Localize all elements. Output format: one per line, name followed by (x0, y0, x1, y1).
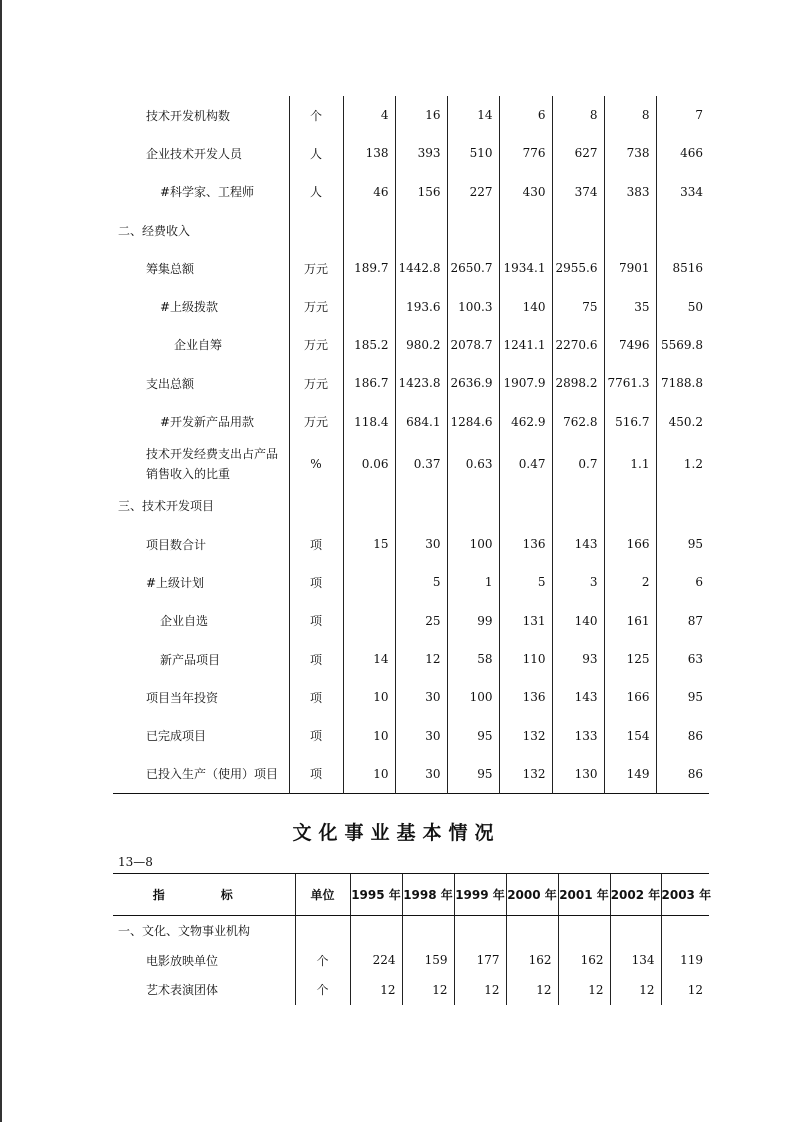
cell-value: 1 (447, 563, 499, 601)
cell-value (604, 487, 656, 525)
header-year: 1999 年 (454, 874, 506, 916)
row-unit: 项 (289, 602, 343, 640)
cell-value: 516.7 (604, 402, 656, 440)
cell-value: 1284.6 (447, 402, 499, 440)
section-title: 文化事业基本情况 (292, 822, 501, 844)
cell-value (506, 916, 558, 946)
cell-value: 162 (506, 946, 558, 976)
row-unit: 项 (289, 563, 343, 601)
cell-value (552, 211, 604, 249)
cell-value: 0.06 (343, 441, 395, 487)
cell-value (558, 916, 610, 946)
row-unit: 项 (289, 525, 343, 563)
cell-value: 12 (454, 975, 506, 1005)
cell-value: 133 (552, 716, 604, 754)
cell-value: 10 (343, 755, 395, 794)
cell-value: 462.9 (499, 402, 552, 440)
row-unit: 万元 (289, 326, 343, 364)
cell-value: 86 (656, 716, 709, 754)
row-label: 已完成项目 (146, 729, 207, 744)
cell-value: 5 (499, 563, 552, 601)
cell-value: 6 (656, 563, 709, 601)
cell-value: 2 (604, 563, 656, 601)
row-label: 企业技术开发人员 (146, 146, 243, 161)
cell-value: 149 (604, 755, 656, 794)
cell-value (656, 487, 709, 525)
cell-value: 8 (604, 96, 656, 134)
cell-value: 35 (604, 287, 656, 325)
cell-value: 118.4 (343, 402, 395, 440)
cell-value: 30 (395, 525, 447, 563)
header-indicator: 指 标 (113, 874, 295, 916)
cell-value: 1442.8 (395, 249, 447, 287)
cell-value: 2955.6 (552, 249, 604, 287)
table-row (113, 134, 709, 172)
cell-value: 8 (552, 96, 604, 134)
cell-value: 154 (604, 716, 656, 754)
cell-value: 136 (499, 678, 552, 716)
cell-value: 393 (395, 134, 447, 172)
tech-development-table (113, 96, 709, 794)
table-row (113, 249, 709, 287)
cell-value (661, 916, 709, 946)
header-row (113, 874, 709, 916)
cell-value: 140 (499, 287, 552, 325)
cell-value: 63 (656, 640, 709, 678)
cell-value: 2898.2 (552, 364, 604, 402)
cell-value: 30 (395, 755, 447, 794)
cell-value: 156 (395, 173, 447, 211)
cell-value: 100 (447, 678, 499, 716)
cell-value: 131 (499, 602, 552, 640)
cell-value: 12 (350, 975, 402, 1005)
cell-value (350, 916, 402, 946)
header-year: 2001 年 (558, 874, 610, 916)
row-unit (289, 487, 343, 525)
cell-value: 86 (656, 755, 709, 794)
row-unit: % (289, 441, 343, 487)
cell-value: 10 (343, 716, 395, 754)
table-row (113, 402, 709, 440)
header-year: 2002 年 (610, 874, 661, 916)
cell-value: 4 (343, 96, 395, 134)
cell-value: 75 (552, 287, 604, 325)
table-row (113, 173, 709, 211)
cell-value: 1.1 (604, 441, 656, 487)
table-row (113, 678, 709, 716)
cell-value (343, 602, 395, 640)
cell-value: 224 (350, 946, 402, 976)
cell-value: 684.1 (395, 402, 447, 440)
cell-value: 6 (499, 96, 552, 134)
page-edge (0, 0, 2, 1122)
row-label: #上级拨款 (160, 300, 219, 315)
cell-value: 7188.8 (656, 364, 709, 402)
cell-value: 166 (604, 525, 656, 563)
cell-value: 95 (656, 525, 709, 563)
cell-value: 1.2 (656, 441, 709, 487)
row-label: 项目当年投资 (146, 690, 219, 705)
row-unit: 人 (289, 173, 343, 211)
cell-value: 1241.1 (499, 326, 552, 364)
cell-value: 132 (499, 755, 552, 794)
cell-value: 58 (447, 640, 499, 678)
row-label: #上级计划 (146, 575, 205, 590)
table-row (113, 326, 709, 364)
cell-value: 12 (402, 975, 454, 1005)
header-year: 1995 年 (350, 874, 402, 916)
cell-value: 466 (656, 134, 709, 172)
cell-value: 177 (454, 946, 506, 976)
table-number: 13—8 (118, 855, 153, 869)
cell-value: 12 (661, 975, 709, 1005)
cell-value: 5569.8 (656, 326, 709, 364)
cell-value: 0.7 (552, 441, 604, 487)
cell-value: 93 (552, 640, 604, 678)
cell-value: 980.2 (395, 326, 447, 364)
cell-value (656, 211, 709, 249)
cell-value: 189.7 (343, 249, 395, 287)
cell-value: 119 (661, 946, 709, 976)
cell-value: 140 (552, 602, 604, 640)
table-row (113, 287, 709, 325)
cell-value: 162 (558, 946, 610, 976)
table-row (113, 916, 709, 946)
table-row (113, 640, 709, 678)
row-label: 电影放映单位 (146, 953, 219, 968)
cell-value: 100.3 (447, 287, 499, 325)
row-label: 三、技术开发项目 (118, 499, 215, 514)
row-label: 筹集总额 (146, 261, 195, 276)
table-row (113, 563, 709, 601)
cell-value: 125 (604, 640, 656, 678)
cell-value: 14 (343, 640, 395, 678)
culture-table (113, 873, 712, 1005)
cell-value: 12 (395, 640, 447, 678)
cell-value: 2636.9 (447, 364, 499, 402)
cell-value: 134 (610, 946, 661, 976)
row-label: 艺术表演团体 (146, 983, 219, 998)
row-label: 技术开发机构数 (146, 108, 231, 123)
row-unit: 个 (295, 946, 350, 976)
table-row (113, 364, 709, 402)
cell-value: 776 (499, 134, 552, 172)
cell-value: 87 (656, 602, 709, 640)
cell-value (499, 211, 552, 249)
row-label: 企业自选 (160, 614, 209, 629)
cell-value (552, 487, 604, 525)
row-unit: 个 (289, 96, 343, 134)
row-unit: 万元 (289, 402, 343, 440)
row-unit: 万元 (289, 287, 343, 325)
cell-value: 30 (395, 716, 447, 754)
header-year: 1998 年 (402, 874, 454, 916)
cell-value: 0.63 (447, 441, 499, 487)
row-unit: 项 (289, 716, 343, 754)
row-label: 已投入生产（使用）项目 (146, 767, 279, 782)
cell-value: 130 (552, 755, 604, 794)
row-label: 技术开发经费支出占产品销售收入的比重 (146, 446, 279, 481)
row-label: 支出总额 (146, 376, 195, 391)
row-label: 二、经费收入 (118, 223, 191, 238)
cell-value: 2078.7 (447, 326, 499, 364)
cell-value: 7901 (604, 249, 656, 287)
cell-value (454, 916, 506, 946)
cell-value: 3 (552, 563, 604, 601)
table-row (113, 441, 709, 487)
cell-value: 0.47 (499, 441, 552, 487)
row-unit (289, 211, 343, 249)
row-unit: 万元 (289, 364, 343, 402)
cell-value: 8516 (656, 249, 709, 287)
row-unit: 个 (295, 975, 350, 1005)
cell-value: 143 (552, 525, 604, 563)
cell-value: 95 (447, 716, 499, 754)
row-label: 一、文化、文物事业机构 (118, 924, 251, 939)
cell-value: 159 (402, 946, 454, 976)
cell-value (447, 211, 499, 249)
cell-value: 5 (395, 563, 447, 601)
cell-value: 0.37 (395, 441, 447, 487)
cell-value: 110 (499, 640, 552, 678)
cell-value: 430 (499, 173, 552, 211)
cell-value: 738 (604, 134, 656, 172)
cell-value: 185.2 (343, 326, 395, 364)
cell-value (604, 211, 656, 249)
cell-value: 7 (656, 96, 709, 134)
cell-value (343, 287, 395, 325)
cell-value: 7761.3 (604, 364, 656, 402)
cell-value: 1423.8 (395, 364, 447, 402)
cell-value: 50 (656, 287, 709, 325)
cell-value: 12 (610, 975, 661, 1005)
cell-value: 7496 (604, 326, 656, 364)
cell-value: 136 (499, 525, 552, 563)
table-row (113, 755, 709, 794)
cell-value: 25 (395, 602, 447, 640)
table-row (113, 211, 709, 249)
table-row (113, 96, 709, 134)
cell-value: 95 (656, 678, 709, 716)
cell-value: 15 (343, 525, 395, 563)
cell-value: 143 (552, 678, 604, 716)
cell-value: 227 (447, 173, 499, 211)
cell-value (343, 563, 395, 601)
cell-value: 12 (506, 975, 558, 1005)
table-row (113, 946, 709, 976)
cell-value: 14 (447, 96, 499, 134)
cell-value: 100 (447, 525, 499, 563)
row-unit: 项 (289, 755, 343, 794)
cell-value: 383 (604, 173, 656, 211)
cell-value: 510 (447, 134, 499, 172)
cell-value: 10 (343, 678, 395, 716)
cell-value: 161 (604, 602, 656, 640)
cell-value (343, 211, 395, 249)
cell-value: 193.6 (395, 287, 447, 325)
cell-value: 2650.7 (447, 249, 499, 287)
cell-value: 762.8 (552, 402, 604, 440)
row-unit: 万元 (289, 249, 343, 287)
row-label: #科学家、工程师 (160, 185, 255, 200)
cell-value (402, 916, 454, 946)
cell-value: 12 (558, 975, 610, 1005)
cell-value: 450.2 (656, 402, 709, 440)
cell-value: 334 (656, 173, 709, 211)
row-unit: 项 (289, 678, 343, 716)
cell-value: 16 (395, 96, 447, 134)
table-row (113, 602, 709, 640)
cell-value: 132 (499, 716, 552, 754)
cell-value (395, 211, 447, 249)
cell-value: 1907.9 (499, 364, 552, 402)
table-row (113, 487, 709, 525)
cell-value: 166 (604, 678, 656, 716)
cell-value (610, 916, 661, 946)
row-unit (295, 916, 350, 946)
table-row (113, 525, 709, 563)
table-row (113, 975, 709, 1005)
cell-value: 30 (395, 678, 447, 716)
cell-value (447, 487, 499, 525)
row-label: 项目数合计 (146, 537, 207, 552)
header-year: 2003 年 (661, 874, 709, 916)
cell-value: 138 (343, 134, 395, 172)
row-unit: 人 (289, 134, 343, 172)
cell-value: 1934.1 (499, 249, 552, 287)
cell-value: 99 (447, 602, 499, 640)
row-unit: 项 (289, 640, 343, 678)
cell-value: 374 (552, 173, 604, 211)
cell-value: 95 (447, 755, 499, 794)
cell-value: 627 (552, 134, 604, 172)
cell-value: 186.7 (343, 364, 395, 402)
row-label: #开发新产品用款 (160, 415, 255, 430)
header-unit: 单位 (295, 874, 350, 916)
cell-value (395, 487, 447, 525)
cell-value (499, 487, 552, 525)
table-row (113, 716, 709, 754)
cell-value (343, 487, 395, 525)
row-label: 企业自筹 (174, 338, 223, 353)
row-label: 新产品项目 (160, 652, 221, 667)
cell-value: 46 (343, 173, 395, 211)
cell-value: 2270.6 (552, 326, 604, 364)
header-year: 2000 年 (506, 874, 558, 916)
